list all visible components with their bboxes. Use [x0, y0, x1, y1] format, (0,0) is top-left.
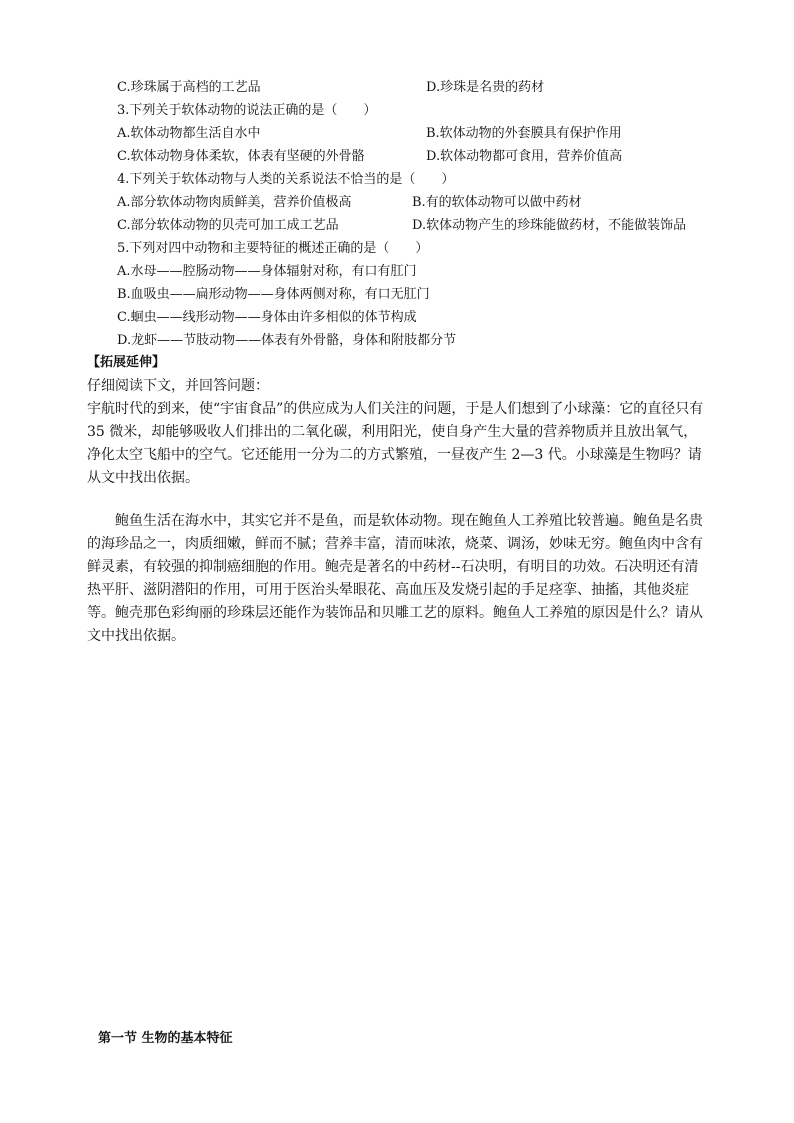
q5-option-b: B.血吸虫——扁形动物——身体两侧对称，有口无肛门 — [117, 287, 430, 302]
reading-instruction: 仔细阅读下文，并回答问题： — [87, 378, 269, 394]
q2-option-d: D.珍珠是名贵的药材 — [426, 80, 545, 95]
q3-option-c: C.软体动物身体柔软，体表有坚硬的外骨骼 — [117, 149, 365, 164]
q5-option-a: A.水母——腔肠动物——身体辐射对称，有口有肛门 — [117, 264, 417, 279]
q3-option-a: A.软体动物都生活自水中 — [117, 126, 261, 141]
q3-option-b: B.软体动物的外套膜具有保护作用 — [426, 126, 622, 141]
q4-option-b: B.有的软体动物可以做中药材 — [412, 195, 582, 210]
q5-option-d: D.龙虾——节肢动物——体表有外骨骼，身体和附肢都分节 — [117, 333, 457, 348]
q2-option-c: C.珍珠属于高档的工艺品 — [117, 80, 261, 95]
section-title: 第一节 生物的基本特征 — [98, 1031, 233, 1046]
passage-chlorella: 宇航时代的到来，使“宇宙食品”的供应成为人们关注的问题，于是人们想到了小球藻：它的直径只有 35 微米，却能够吸收人们排出的二氧化碳，利用阳光，使自身产生大量的营养物质并且放出氧气，净化太空飞船中的空气。它还能用一分为二的方式繁殖，一昼夜产生 2—3 代。小球藻是生物吗？请从文中找出依据。 — [87, 401, 704, 486]
q5-stem: 5.下列对四中动物和主要特征的概述正确的是（ ） — [117, 241, 429, 256]
q3-stem: 3.下列关于软体动物的说法正确的是（ ） — [117, 103, 377, 118]
passage-abalone: 鲍鱼生活在海水中，其实它并不是鱼，而是软体动物。现在鲍鱼人工养殖比较普遍。鲍鱼是名贵的海珍品之一，肉质细嫩，鲜而不腻；营养丰富，清而味浓，烧菜、调汤，妙味无穷。鲍鱼肉中含有鲜灵素，有较强的抑制癌细胞的作用。鲍壳是著名的中药材--石决明，有明目的功效。石决明还有清热平肝、滋阴潜阳的作用，可用于医治头晕眼花、高血压及发烧引起的手足痉挛、抽搐，其他炎症等。鲍壳那色彩绚丽的珍珠层还能作为装饰品和贝雕工艺的原料。鲍鱼人工养殖的原因是什么？请从文中找出依据。 — [87, 513, 703, 644]
q4-option-c: C.部分软体动物的贝壳可加工成工艺品 — [117, 218, 339, 233]
q5-option-c: C.蛔虫——线形动物——身体由许多相似的体节构成 — [117, 310, 417, 325]
q3-option-d: D.软体动物都可食用，营养价值高 — [426, 149, 623, 164]
q4-stem: 4.下列关于软体动物与人类的关系说法不恰当的是（ ） — [117, 172, 455, 187]
q4-option-a: A.部分软体动物肉质鲜美，营养价值极高 — [117, 195, 352, 210]
q4-option-d: D.软体动物产生的珍珠能做药材，不能做装饰品 — [412, 218, 687, 233]
extension-heading: 【拓展延伸】 — [87, 355, 166, 370]
